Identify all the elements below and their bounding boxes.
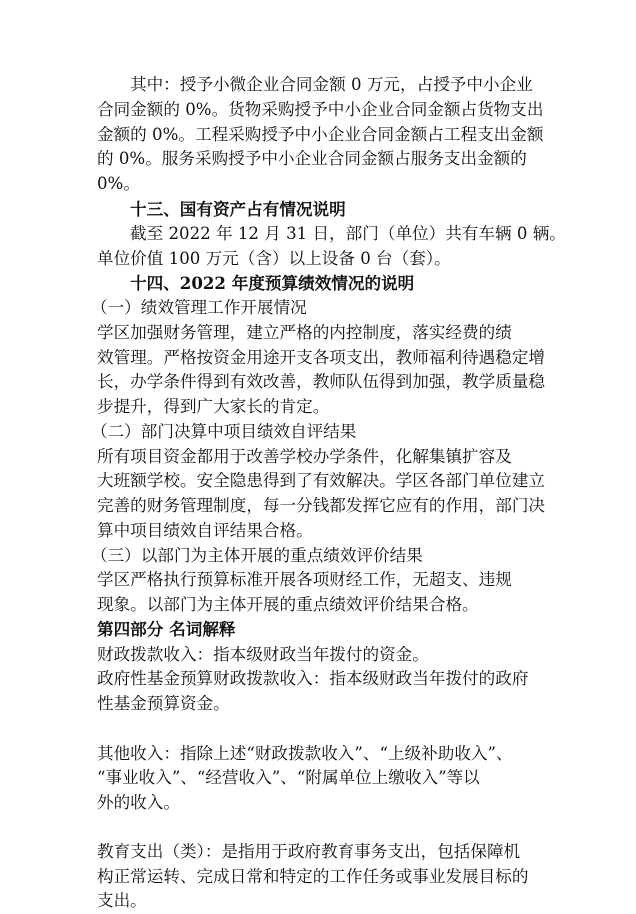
term-3-line-1: 其他收入：指除上述“财政拨款收入”、“上级补助收入”、: [97, 744, 513, 763]
sec12-line-3: 金额的 0%。工程采购授予中小企业合同金额占工程支出金额: [97, 125, 544, 144]
term-3-line-2: “事业收入”、“经营收入”、“附属单位上缴收入”等以: [97, 768, 480, 787]
sub2-line-1: 所有项目资金都用于改善学校办学条件，化解集镇扩容及: [97, 447, 512, 466]
sub2-line-4: 算中项目绩效自评结果合格。: [97, 521, 313, 540]
term-2-line-2: 性基金预算资金。: [97, 694, 230, 713]
sub3-line-2: 现象。以部门为主体开展的重点绩效评价结果合格。: [97, 595, 479, 614]
sub3-line-1: 学区严格执行预算标准开展各项财经工作，无超支、违规: [97, 570, 512, 589]
term-4-line-2: 构正常运转、完成日常和特定的工作任务或事业发展目标的: [97, 867, 529, 886]
term-3-line-3: 外的收入。: [97, 793, 180, 812]
sub2-line-2: 大班额学校。安全隐患得到了有效解决。学区各部门单位建立: [97, 471, 546, 490]
sub1-line-1: 学区加强财务管理，建立严格的内控制度，落实经费的绩: [97, 323, 512, 342]
sub1-line-3: 长，办学条件得到有效改善，教师队伍得到加强，教学质量稳: [97, 372, 546, 391]
sub2-line-3: 完善的财务管理制度，每一分钱都发挥它应有的作用，部门决: [97, 496, 546, 515]
sec13-line-1: 截至 2022 年 12 月 31 日，部门（单位）共有车辆 0 辆。: [130, 224, 566, 243]
term-4-line-1: 教育支出（类）：是指用于政府教育事务支出，包括保障机: [97, 842, 521, 861]
section-14-heading: 十四、2022 年度预算绩效情况的说明: [130, 273, 415, 293]
term-2-line-1: 政府性基金预算财政拨款收入：指本级财政当年拨付的政府: [97, 669, 529, 688]
sec13-line-2: 单位价值 100 万元（含）以上设备 0 台（套）。: [97, 249, 451, 268]
sec12-line-2: 合同金额的 0%。货物采购授予中小企业合同金额占货物支出: [97, 100, 544, 119]
section-13-heading: 十三、国有资产占有情况说明: [130, 199, 346, 219]
subsection-1-heading: （一）绩效管理工作开展情况: [91, 298, 307, 317]
subsection-2-heading: （二）部门决算中项目绩效自评结果: [91, 422, 357, 441]
sub1-line-2: 效管理。严格按资金用途开支各项支出，教师福利待遇稳定增: [97, 348, 546, 367]
sec12-line-5: 0%。: [97, 174, 140, 193]
sub1-line-4: 步提升，得到广大家长的肯定。: [97, 397, 330, 416]
term-4-line-3: 支出。: [97, 891, 147, 910]
sec12-line-1: 其中：授予小微企业合同金额 0 万元，占授予中小企业: [130, 75, 533, 94]
subsection-3-heading: （三）以部门为主体开展的重点绩效评价结果: [91, 546, 423, 565]
sec12-line-4: 的 0%。服务采购授予中小企业合同金额占服务支出金额的: [97, 149, 527, 168]
term-1: 财政拨款收入：指本级财政当年拨付的资金。: [97, 645, 429, 664]
part-4-heading: 第四部分 名词解释: [97, 620, 236, 639]
